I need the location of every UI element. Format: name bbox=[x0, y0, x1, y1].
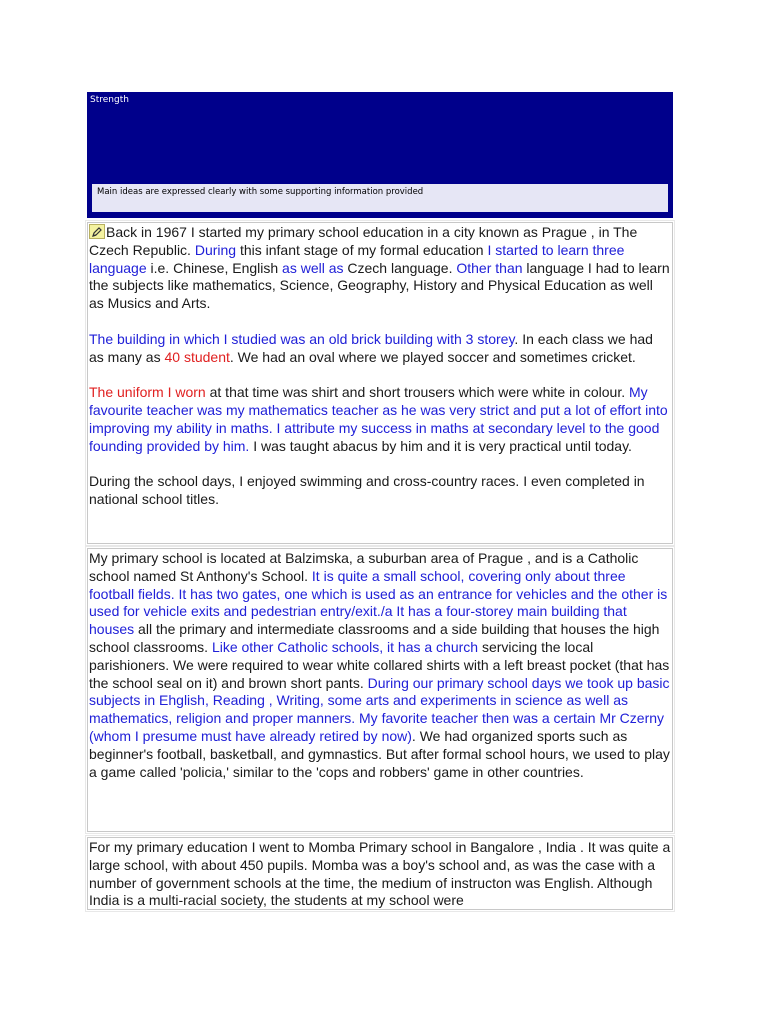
highlight-blue: During our primary school days we took up basic subjects in Ehglish, Reading , Writing, some arts and experiments in science as well as mathematics, religion and proper manners. My favorite teacher then was a certain Mr Czerny (whom I presume must have already retired by now) bbox=[89, 674, 670, 744]
highlight-blue: My favourite teacher was my mathematics teacher as he was very strict and put a lot of effort into improving my ability in maths. I attribute my success in maths at secondary level to the good founding provided by him. bbox=[89, 384, 668, 454]
essay-panel-3 bbox=[87, 837, 673, 910]
paragraph: During the school days, I enjoyed swimming and cross-country races. I even completed in national school titles. bbox=[89, 473, 645, 507]
rubric-header bbox=[87, 92, 673, 218]
rubric-title: Strength bbox=[90, 95, 129, 105]
paragraph: For my primary education I went to Momba Primary school in Bangalore , India . It was quite a large school, with about 450 pupils. Momba was a boy's school and, as was the case with a number of government schools at the time, the medium of instructon was English. Although India is a multi-racial society, the students at my school were bbox=[89, 839, 671, 909]
paragraph bbox=[89, 224, 671, 313]
text-run: all the primary and intermediate classrooms and a side building that houses the high school classrooms. bbox=[89, 621, 660, 655]
paragraph bbox=[89, 550, 671, 781]
text-run: I was taught abacus by him and it is very practical until today. bbox=[249, 437, 632, 454]
highlight-red: 40 student bbox=[164, 348, 230, 365]
text-run: at that time was shirt and short trousers which were white in colour. bbox=[205, 384, 630, 401]
text-run: . We had organized sports such as beginner's football, basketball, and gymnastics. But after formal school hours, we used to play a game called 'policia,' similar to the 'cops and robbers' game in other countries. bbox=[89, 727, 670, 780]
highlight-blue: It is quite a small school, covering only about three football fields. It has two gates, one which is used as an entrance for vehicles and the other is used for vehicle exits and pedestrian entry/exit./a It has a four-storey main building that houses bbox=[89, 567, 668, 638]
paragraph bbox=[89, 331, 671, 367]
rubric-description: Main ideas are expressed clearly with some supporting information provided bbox=[92, 184, 668, 212]
text-run: servicing the local parishioners. We were required to wear white collared shirts with a left breast pocket (that has the school seal on it) and brown short pants. bbox=[89, 638, 670, 691]
text-run: this infant stage of my formal education bbox=[236, 241, 488, 258]
text-run: . We had an oval where we played soccer and sometimes cricket. bbox=[229, 348, 636, 365]
highlight-blue: During bbox=[194, 241, 237, 258]
text-run: i.e. Chinese, English bbox=[146, 259, 283, 276]
paragraph bbox=[89, 384, 671, 455]
highlight-blue: The building in which I studied was an old brick building with 3 storey bbox=[89, 330, 515, 347]
essay-panel-2 bbox=[87, 548, 673, 832]
text-run: Czech language. bbox=[343, 259, 457, 276]
text-run: language I had to learn the subjects like mathematics, Science, Geography, History and Physical Education as well as Musics and Arts. bbox=[89, 259, 670, 312]
highlight-blue: I started to learn three language bbox=[89, 241, 625, 276]
text-run: My primary school is located at Balzimska, a suburban area of Prague , and is a Catholic school named St Anthony's School. bbox=[89, 550, 639, 584]
text-run: . In each class we had as many as bbox=[89, 330, 653, 365]
highlight-blue: Other than bbox=[456, 259, 523, 276]
highlight-blue: as well as bbox=[282, 259, 344, 276]
pencil-note-icon[interactable] bbox=[89, 224, 105, 239]
text-run: Back in 1967 I started my primary school education in a city known as Prague , in The Czech Republic. bbox=[89, 224, 638, 258]
highlight-blue: Like other Catholic schools, it has a church bbox=[211, 638, 479, 655]
highlight-red: The uniform I worn bbox=[89, 384, 206, 401]
essay-panel-1 bbox=[87, 222, 673, 544]
